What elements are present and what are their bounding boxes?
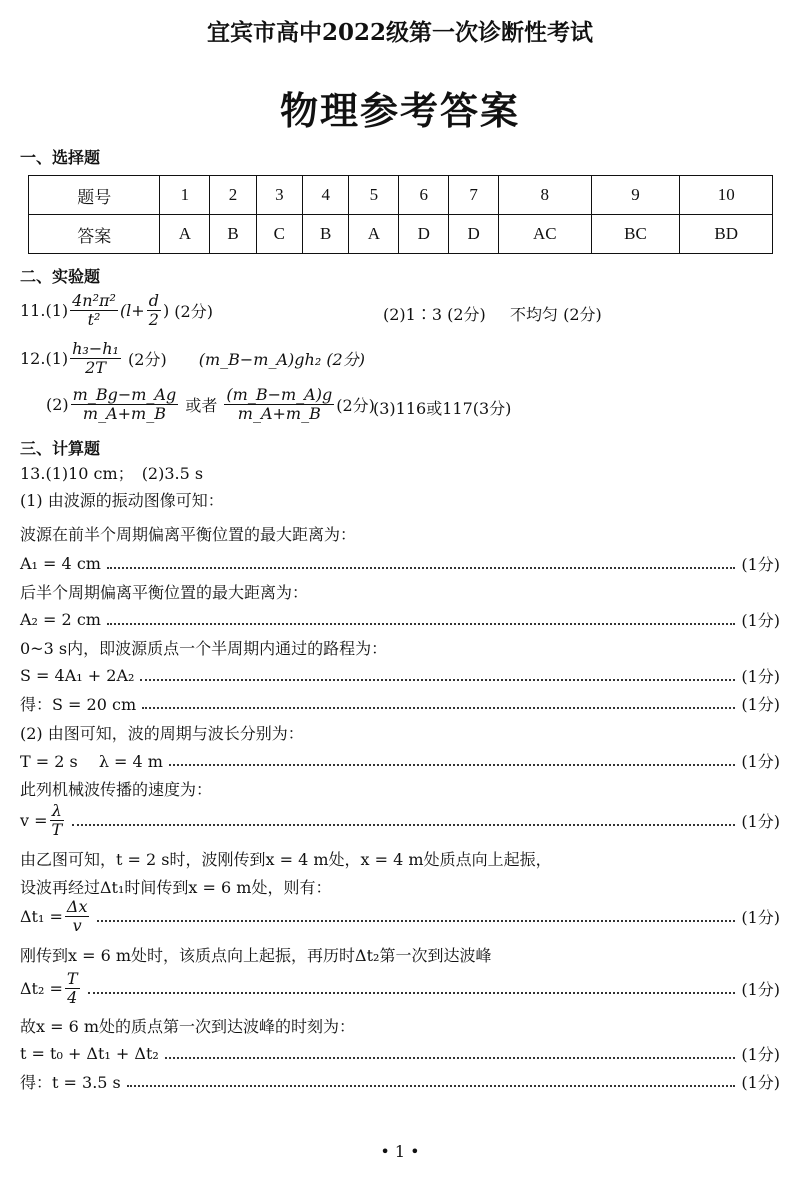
dotted-leader [127, 1075, 736, 1087]
solution-line [20, 521, 780, 545]
denominator: T [51, 819, 63, 839]
solution-line [20, 663, 780, 687]
q-label: 11.(1) [20, 301, 69, 320]
numerator: λ [51, 800, 62, 820]
solution-line [20, 748, 780, 772]
question-number: 4 [303, 176, 349, 215]
expr: (l+ [119, 301, 145, 320]
line-text: (2) 由图可知，波的周期与波长分别为： [20, 723, 304, 743]
q11-part1 [20, 292, 213, 329]
question-number: 6 [399, 176, 449, 215]
question-number: 3 [256, 176, 302, 215]
solution-line [20, 776, 780, 800]
line-text: 刚传到x = 6 m处时，该质点向上起振，再历时Δt₂第一次到达波峰 [20, 945, 492, 965]
score: (1分) [741, 1072, 780, 1092]
denominator: 2T [85, 358, 106, 377]
score: (2分) [174, 302, 213, 321]
line-text: 设波再经过Δt₁时间传到x = 6 m处，则有： [20, 877, 332, 897]
question-number: 1 [160, 176, 210, 215]
line-text: 0~3 s内，即波源质点一个半周期内通过的路程为： [20, 638, 388, 658]
solution-line [20, 846, 780, 870]
fraction [224, 386, 334, 423]
denominator: t² [87, 310, 101, 329]
numerator: (m_B−m_A)g [226, 385, 333, 404]
answer-cell: AC [499, 215, 591, 254]
line-text: T = 2 s λ = 4 m [20, 751, 163, 771]
line-text: 由乙图可知，t = 2 s时，波刚传到x = 4 m处，x = 4 m处质点向上起振， [20, 849, 552, 869]
line-text: t = t₀ + Δt₁ + Δt₂ [20, 1043, 159, 1063]
score: (1分) [741, 979, 780, 999]
dotted-leader [142, 697, 735, 709]
page-title: 物理参考答案 [279, 88, 520, 133]
question-number: 9 [591, 176, 680, 215]
solution-line [20, 720, 780, 744]
answer-cell: A [160, 215, 210, 254]
expr: ) [162, 301, 170, 320]
dotted-leader [107, 613, 735, 625]
denominator: m_A+m_B [82, 404, 166, 423]
or-text: 或者 [185, 396, 218, 415]
solution-line [20, 607, 780, 631]
fraction [65, 898, 90, 935]
section-heading: 二、实验题 [20, 267, 101, 286]
score: (1分) [741, 666, 780, 686]
line-text: 得：t = 3.5 s [20, 1072, 121, 1092]
solution-line [20, 691, 780, 715]
solution-line [20, 635, 780, 659]
q11-part2b: 不均匀 (2分) [510, 305, 602, 324]
line-text: S = 4A₁ + 2A₂ [20, 665, 135, 685]
line-text: A₁ = 4 cm [20, 553, 101, 573]
solution-line [20, 1013, 780, 1037]
score: (1分) [741, 1044, 780, 1064]
q12-part2 [46, 386, 375, 423]
q12-part1 [20, 340, 365, 377]
denominator: 2 [148, 310, 159, 329]
numerator: h₃−h₁ [72, 339, 119, 358]
row-label: 题号 [29, 176, 160, 215]
answer-cell: BC [591, 215, 680, 254]
q11-part2: (2)1∶3 (2分) [383, 305, 486, 324]
dotted-leader [107, 557, 735, 569]
dotted-leader [72, 814, 735, 826]
line-text: 故x = 6 m处的质点第一次到达波峰的时刻为： [20, 1016, 356, 1036]
score: (1分) [741, 694, 780, 714]
line-text: Δt₁ = [20, 906, 63, 926]
answer-cell: B [303, 215, 349, 254]
score: (1分) [741, 554, 780, 574]
line-text: 后半个周期偏离平衡位置的最大距离为： [20, 582, 309, 602]
denominator: v [72, 915, 82, 935]
line-text: (1) 由波源的振动图像可知： [20, 490, 224, 510]
q-label: (2) [46, 395, 69, 414]
question-number: 2 [210, 176, 256, 215]
numerator: Δx [66, 896, 88, 916]
solution-line [20, 968, 780, 1007]
dotted-leader [165, 1047, 736, 1059]
fraction [70, 340, 121, 377]
answer-cell: D [449, 215, 499, 254]
score: (1分) [741, 751, 780, 771]
fraction [147, 292, 161, 329]
question-number: 7 [449, 176, 499, 215]
choice-answer-table [28, 175, 773, 254]
answer-cell: B [210, 215, 256, 254]
solution-line [20, 896, 780, 935]
solution-line [20, 551, 780, 575]
fraction [50, 802, 65, 839]
fraction [65, 970, 80, 1007]
page-number: • 1 • [380, 1142, 420, 1161]
question-number: 5 [349, 176, 399, 215]
numerator: 4n²π² [72, 291, 116, 310]
expr: (m_B−m_A)gh₂ (2分) [198, 350, 365, 369]
score: (1分) [741, 610, 780, 630]
answer-cell: C [256, 215, 302, 254]
q12-part3: (3)116或117(3分) [373, 399, 512, 418]
section-heading: 三、计算题 [20, 439, 101, 458]
solution-line [20, 487, 780, 511]
answer-cell: A [349, 215, 399, 254]
line-text: 此列机械波传播的速度为： [20, 779, 213, 799]
question-number: 8 [499, 176, 591, 215]
question-number: 10 [680, 176, 773, 215]
denominator: m_A+m_B [237, 404, 321, 423]
solution-line [20, 1069, 780, 1093]
line-text: A₂ = 2 cm [20, 609, 101, 629]
score: (1分) [741, 907, 780, 927]
line-text: 波源在前半个周期偏离平衡位置的最大距离为： [20, 524, 357, 544]
dotted-leader [140, 669, 735, 681]
score: (1分) [741, 811, 780, 831]
line-text: 13.(1)10 cm； (2)3.5 s [20, 463, 204, 483]
section-heading: 一、选择题 [20, 148, 101, 167]
answer-cell: D [399, 215, 449, 254]
exam-title: 宜宾市高中2022级第一次诊断性考试 [206, 19, 593, 46]
solution-line [20, 874, 780, 898]
score: (2分) [128, 350, 167, 369]
numerator: T [66, 968, 78, 988]
solution-line [20, 579, 780, 603]
solution-line [20, 942, 780, 966]
line-text: v = [20, 810, 48, 830]
denominator: 4 [67, 987, 78, 1007]
dotted-leader [97, 910, 735, 922]
line-text: Δt₂ = [20, 978, 63, 998]
solution-line [20, 800, 780, 839]
answer-cell: BD [680, 215, 773, 254]
dotted-leader [88, 982, 736, 994]
dotted-leader [169, 754, 735, 766]
solution-line [20, 460, 780, 484]
numerator: d [148, 291, 159, 310]
fraction [71, 386, 179, 423]
row-label: 答案 [29, 215, 160, 254]
line-text: 得：S = 20 cm [20, 694, 137, 714]
numerator: m_Bg−m_Ag [72, 385, 177, 404]
score: (2分) [336, 396, 375, 415]
solution-line [20, 1041, 780, 1065]
q-label: 12.(1) [20, 349, 69, 368]
fraction [70, 292, 118, 329]
